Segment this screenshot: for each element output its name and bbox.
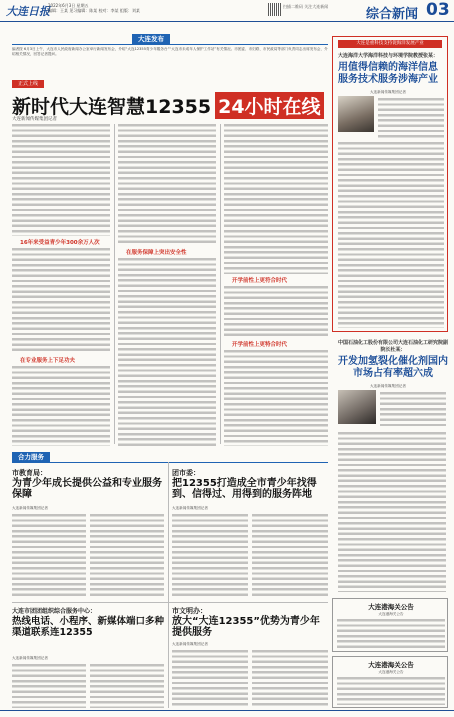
date-line: [48, 3, 168, 13]
story-title: 为青少年成长提供公益和专业服务保障: [12, 478, 162, 500]
feature-subtitle: 大连海洋大学海洋科技与环境学院教授张某：: [338, 53, 439, 59]
feature-body-b: [338, 142, 444, 328]
feature2-body-a: [380, 392, 446, 428]
issue-date: 2022年6月3日 星期五: [48, 3, 89, 8]
feature2-title: 开发加氢裂化催化剂国内市场占有率超六成: [338, 356, 448, 379]
subhead-2: 在专业服务上下足功夫: [20, 358, 76, 364]
story-body: [90, 514, 164, 596]
story-title: 把12355打造成全市青少年找得到、信得过、用得到的服务阵地: [172, 478, 317, 500]
body-column-3c: [224, 350, 328, 446]
main-byline: 大连新闻传媒集团记者: [12, 117, 57, 122]
story-kicker: 团市委：: [172, 469, 200, 477]
story-byline: 大连新闻传媒集团记者: [172, 642, 208, 646]
qr-caption: 扫描二维码 关注大连新闻: [283, 4, 329, 9]
body-column-3b: [224, 286, 328, 336]
band-label: 大连发布: [132, 34, 170, 45]
story-byline: 大连新闻传媒集团记者: [12, 656, 48, 660]
subhead-5: 开学前性上更特合时代: [232, 342, 288, 348]
feature2-byline: 大连新闻传媒集团记者: [370, 384, 406, 388]
portrait-photo: [338, 96, 374, 132]
newspaper-logo: 大连日报: [6, 5, 50, 18]
body-column-1b: [12, 248, 110, 352]
story-body: [12, 664, 86, 708]
main-headline: [12, 92, 324, 119]
band-header-bottom: [12, 452, 328, 463]
body-column-1: [12, 124, 110, 236]
column-divider: [220, 124, 221, 444]
story-body: [252, 650, 328, 708]
feature2-subtitle: 中国石油化工股份有限公司大连石油化工研究院副院长杜某：: [338, 340, 449, 353]
story-kicker: 市文明办：: [172, 607, 207, 615]
masthead: [0, 0, 454, 22]
subhead-1: 16年来受益青少年300余万人次: [20, 240, 100, 246]
subhead-3: 在服务保障上突出安全性: [126, 250, 187, 256]
editors-line: 编辑：王某 见习编辑：陈某 校对：李某 组版：刘某: [48, 8, 140, 13]
body-column-1c: [12, 366, 110, 446]
story-body: [172, 514, 248, 596]
story-kicker: 大连市团团组织综合服务中心：: [12, 608, 97, 615]
headline-text: 新时代大连智慧12355: [12, 96, 212, 118]
feature-title: 用值得信赖的海洋信息服务技术服务涉海产业: [338, 62, 438, 85]
story-body: [90, 664, 164, 708]
story-byline: 大连新闻传媒集团记者: [12, 506, 48, 510]
subhead-4: 开学前性上更符合时代: [232, 278, 288, 284]
feature-tag: 大连是重科技支持促海洋发展产业: [338, 40, 442, 48]
feature-body-a: [378, 98, 444, 138]
feature-byline: 大连新闻传媒集团记者: [370, 90, 406, 94]
notice-box-1: [332, 598, 448, 652]
story-byline: 大连新闻传媒集团记者: [172, 506, 208, 510]
headline-pill: 24小时在线: [215, 92, 323, 119]
story-body: [172, 650, 248, 708]
body-column-2b: [118, 258, 216, 446]
section-title: 综合新闻: [366, 7, 419, 22]
notice-body: [337, 619, 445, 649]
notice-box-2: [332, 656, 448, 708]
story-title: 热线电话、小程序、新媒体端口多种渠道联系连12355: [12, 616, 165, 638]
notice-subtitle: 大连港海关公告: [378, 670, 404, 674]
band-header-top: [12, 34, 328, 45]
story-title: 放大“大连12355”优势为青少年提供服务: [172, 616, 320, 638]
notice-body: [337, 677, 445, 705]
band-label: 合力服务: [12, 452, 50, 463]
page-footer-rule: [0, 710, 454, 717]
body-column-2: [118, 124, 216, 244]
column-divider: [114, 124, 115, 444]
section-divider: [12, 602, 328, 603]
notice-subtitle: 大连港海关公告: [378, 612, 404, 616]
lead-paragraph: 编者按 6月3日上午，大连市人民政府新闻办公室举行新闻发布会，介绍“大连12355青少年服务台”“大连市未成年人保护工作站”有关情况。市团委、市妇联、市民政局等部门负责同志出席发布会，介绍相关情况，回答记者提问。: [12, 47, 328, 56]
feature2-body-b: [338, 432, 446, 592]
story-body: [12, 514, 86, 596]
story-kicker: 市教育局：: [12, 469, 47, 477]
qr-code-icon: [268, 3, 281, 16]
page-number: 03: [426, 0, 450, 20]
column-divider: [168, 462, 169, 708]
story-kicker: 正式上线: [12, 80, 44, 88]
notice-title: 大连港海关公告: [368, 603, 414, 611]
portrait-photo: [338, 390, 376, 424]
body-column-3: [224, 124, 328, 274]
story-body: [252, 514, 328, 596]
notice-title: 大连港海关公告: [368, 661, 414, 669]
